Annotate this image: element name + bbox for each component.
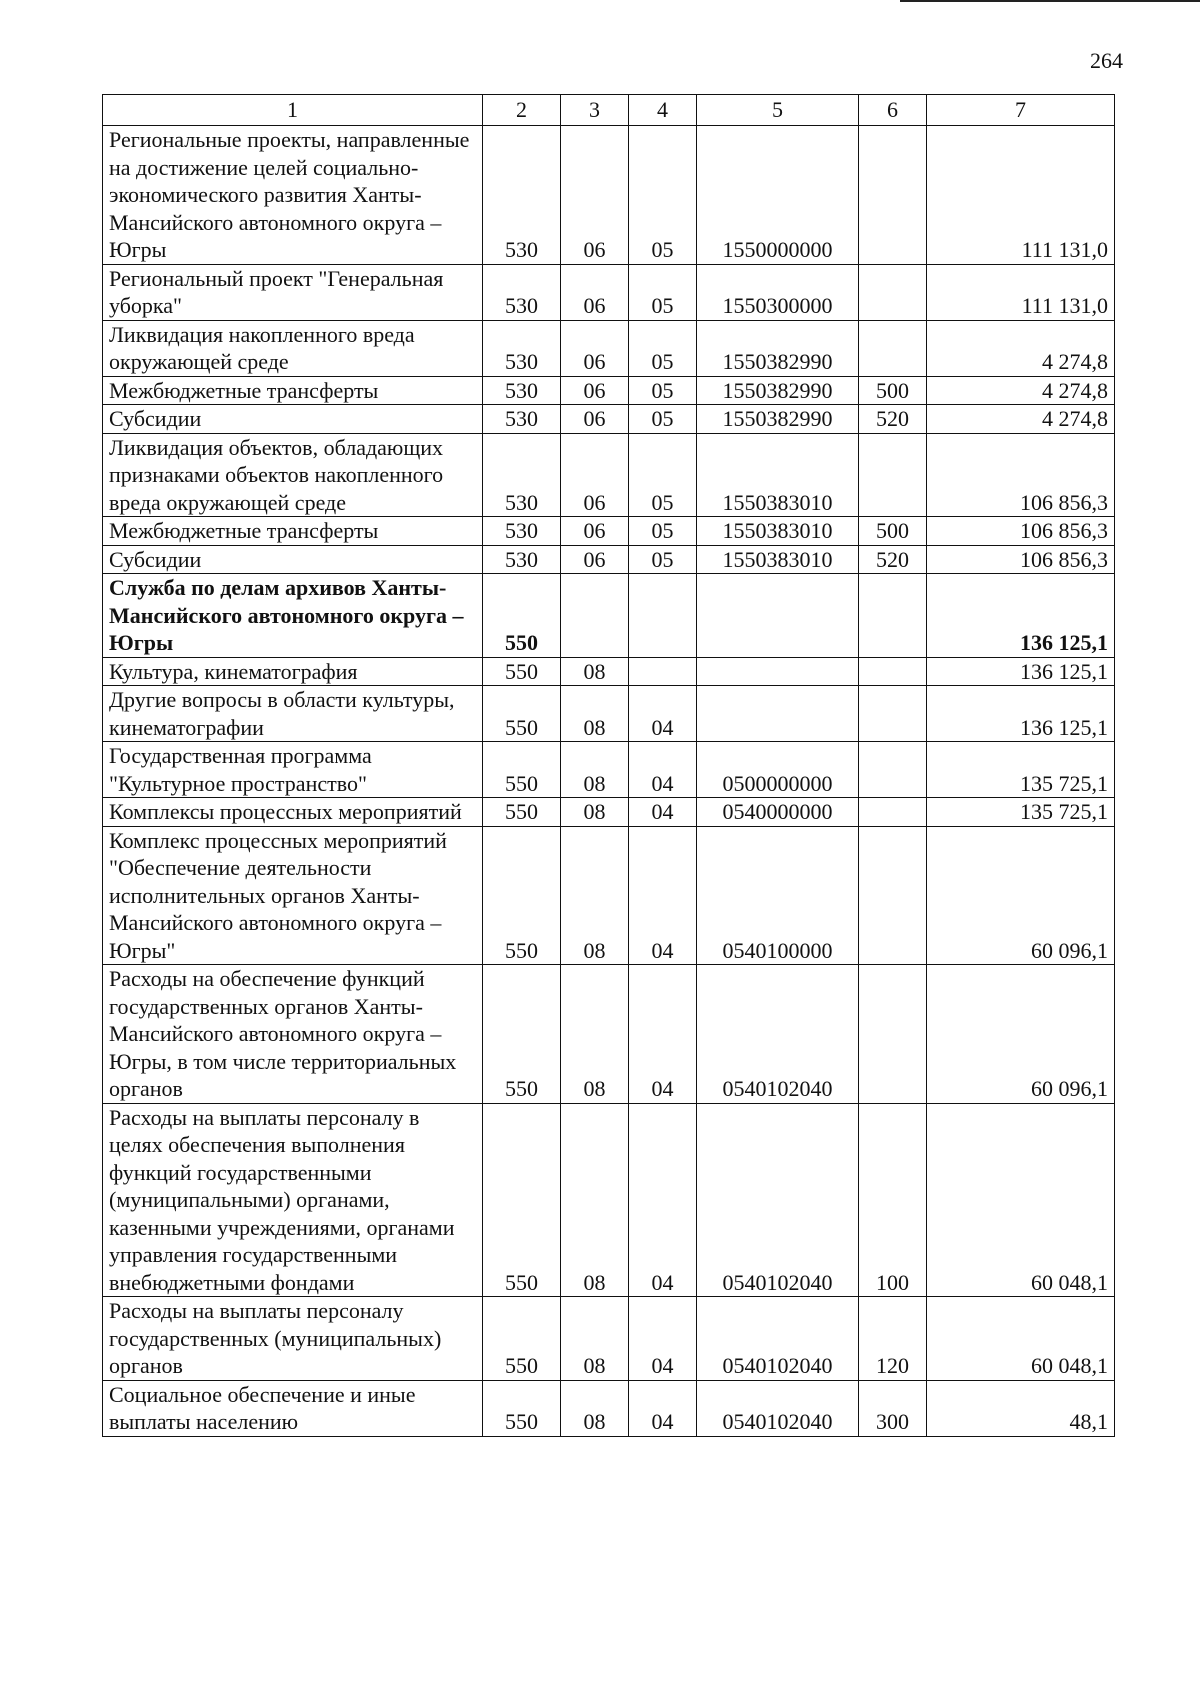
row-code-cell: 530 — [483, 433, 561, 517]
row-code-cell: 500 — [859, 376, 927, 405]
table-row — [103, 574, 1115, 658]
table-row — [103, 798, 1115, 827]
row-code-cell — [859, 574, 927, 658]
row-code-cell: 530 — [483, 405, 561, 434]
row-code-cell: 550 — [483, 686, 561, 742]
row-name-cell: Комплекс процессных мероприятий "Обеспечение деятельности исполнительных органов Ханты-Мансийского автономного округа – Югры" — [103, 826, 483, 965]
row-code-cell: 06 — [561, 433, 629, 517]
header-cell: 7 — [927, 95, 1115, 126]
header-cell: 4 — [629, 95, 697, 126]
row-code-cell: 06 — [561, 320, 629, 376]
row-code-cell — [859, 320, 927, 376]
row-code-cell — [859, 826, 927, 965]
row-code-cell: 0540102040 — [697, 1103, 859, 1297]
row-code-cell: 0500000000 — [697, 742, 859, 798]
row-code-cell: 08 — [561, 742, 629, 798]
row-code-cell: 530 — [483, 517, 561, 546]
row-code-cell: 04 — [629, 742, 697, 798]
table-row — [103, 657, 1115, 686]
row-code-cell: 1550383010 — [697, 517, 859, 546]
row-code-cell: 530 — [483, 126, 561, 265]
row-code-cell: 08 — [561, 686, 629, 742]
row-code-cell — [561, 574, 629, 658]
row-code-cell — [697, 574, 859, 658]
row-sum-cell: 60 048,1 — [927, 1297, 1115, 1381]
row-code-cell — [859, 742, 927, 798]
row-code-cell: 08 — [561, 798, 629, 827]
row-name-cell: Региональный проект "Генеральная уборка" — [103, 264, 483, 320]
row-code-cell — [859, 264, 927, 320]
row-name-cell: Ликвидация объектов, обладающих признаками объектов накопленного вреда окружающей среде — [103, 433, 483, 517]
row-code-cell: 1550382990 — [697, 320, 859, 376]
top-rule — [900, 0, 1200, 2]
header-cell: 2 — [483, 95, 561, 126]
row-sum-cell: 4 274,8 — [927, 405, 1115, 434]
row-sum-cell: 136 125,1 — [927, 574, 1115, 658]
row-sum-cell: 60 048,1 — [927, 1103, 1115, 1297]
row-sum-cell: 111 131,0 — [927, 264, 1115, 320]
row-code-cell: 05 — [629, 376, 697, 405]
row-code-cell: 530 — [483, 376, 561, 405]
row-code-cell — [629, 574, 697, 658]
row-code-cell — [859, 965, 927, 1104]
row-code-cell: 04 — [629, 1103, 697, 1297]
row-code-cell: 1550382990 — [697, 376, 859, 405]
table-row — [103, 126, 1115, 265]
row-sum-cell: 106 856,3 — [927, 517, 1115, 546]
row-code-cell — [859, 686, 927, 742]
row-code-cell: 520 — [859, 405, 927, 434]
header-row — [103, 95, 1115, 126]
row-code-cell: 08 — [561, 1297, 629, 1381]
row-code-cell: 05 — [629, 517, 697, 546]
row-name-cell: Межбюджетные трансферты — [103, 517, 483, 546]
row-code-cell: 05 — [629, 405, 697, 434]
table-row — [103, 826, 1115, 965]
row-code-cell: 1550383010 — [697, 545, 859, 574]
table-row — [103, 686, 1115, 742]
header-cell: 5 — [697, 95, 859, 126]
row-code-cell: 120 — [859, 1297, 927, 1381]
row-name-cell: Расходы на выплаты персоналу государственных (муниципальных) органов — [103, 1297, 483, 1381]
row-code-cell: 530 — [483, 264, 561, 320]
row-sum-cell: 60 096,1 — [927, 965, 1115, 1104]
row-code-cell: 08 — [561, 965, 629, 1104]
header-cell: 3 — [561, 95, 629, 126]
row-sum-cell: 136 125,1 — [927, 686, 1115, 742]
row-name-cell: Региональные проекты, направленные на достижение целей социально-экономического развития Ханты-Мансийского автономного округа – Югры — [103, 126, 483, 265]
row-sum-cell: 135 725,1 — [927, 798, 1115, 827]
row-code-cell: 0540000000 — [697, 798, 859, 827]
row-sum-cell: 135 725,1 — [927, 742, 1115, 798]
row-code-cell: 06 — [561, 545, 629, 574]
table-row — [103, 965, 1115, 1104]
row-sum-cell: 48,1 — [927, 1380, 1115, 1436]
row-name-cell: Другие вопросы в области культуры, кинематографии — [103, 686, 483, 742]
row-code-cell: 04 — [629, 1380, 697, 1436]
table-row — [103, 405, 1115, 434]
row-code-cell — [697, 686, 859, 742]
table-row — [103, 376, 1115, 405]
header-cell: 1 — [103, 95, 483, 126]
row-code-cell: 04 — [629, 1297, 697, 1381]
row-code-cell: 06 — [561, 517, 629, 546]
row-name-cell: Культура, кинематография — [103, 657, 483, 686]
table-row — [103, 1380, 1115, 1436]
table-row — [103, 433, 1115, 517]
row-sum-cell: 60 096,1 — [927, 826, 1115, 965]
row-sum-cell: 136 125,1 — [927, 657, 1115, 686]
row-code-cell: 05 — [629, 433, 697, 517]
row-name-cell: Ликвидация накопленного вреда окружающей среде — [103, 320, 483, 376]
row-code-cell: 06 — [561, 376, 629, 405]
row-code-cell: 550 — [483, 798, 561, 827]
row-code-cell: 530 — [483, 320, 561, 376]
row-code-cell: 08 — [561, 657, 629, 686]
row-code-cell: 05 — [629, 545, 697, 574]
row-code-cell: 1550300000 — [697, 264, 859, 320]
row-code-cell: 550 — [483, 965, 561, 1104]
row-name-cell: Социальное обеспечение и иные выплаты населению — [103, 1380, 483, 1436]
row-code-cell — [697, 657, 859, 686]
row-code-cell: 04 — [629, 965, 697, 1104]
row-name-cell: Комплексы процессных мероприятий — [103, 798, 483, 827]
row-code-cell: 550 — [483, 1297, 561, 1381]
table-row — [103, 264, 1115, 320]
row-name-cell: Служба по делам архивов Ханты-Мансийского автономного округа – Югры — [103, 574, 483, 658]
row-code-cell — [859, 798, 927, 827]
row-code-cell: 06 — [561, 264, 629, 320]
row-code-cell: 530 — [483, 545, 561, 574]
row-sum-cell: 111 131,0 — [927, 126, 1115, 265]
row-sum-cell: 4 274,8 — [927, 376, 1115, 405]
table-row — [103, 320, 1115, 376]
row-code-cell: 0540102040 — [697, 1380, 859, 1436]
row-code-cell: 550 — [483, 1103, 561, 1297]
row-name-cell: Межбюджетные трансферты — [103, 376, 483, 405]
row-code-cell: 550 — [483, 826, 561, 965]
row-code-cell — [859, 126, 927, 265]
row-code-cell — [629, 657, 697, 686]
row-code-cell: 550 — [483, 742, 561, 798]
table-row — [103, 517, 1115, 546]
row-code-cell: 0540102040 — [697, 1297, 859, 1381]
row-code-cell: 04 — [629, 798, 697, 827]
row-code-cell: 06 — [561, 126, 629, 265]
table-row — [103, 1297, 1115, 1381]
page-number: 264 — [1090, 48, 1123, 73]
row-code-cell: 05 — [629, 126, 697, 265]
row-code-cell: 300 — [859, 1380, 927, 1436]
row-code-cell: 08 — [561, 1380, 629, 1436]
row-code-cell: 1550383010 — [697, 433, 859, 517]
row-code-cell: 08 — [561, 826, 629, 965]
row-sum-cell: 4 274,8 — [927, 320, 1115, 376]
header-cell: 6 — [859, 95, 927, 126]
row-code-cell: 0540102040 — [697, 965, 859, 1104]
row-code-cell: 100 — [859, 1103, 927, 1297]
row-name-cell: Расходы на выплаты персоналу в целях обеспечения выполнения функций государственными (муниципальными) органами, казенными учреждениями, органами управления государственными внебюджетными фондами — [103, 1103, 483, 1297]
budget-table — [102, 94, 1115, 1437]
row-code-cell: 550 — [483, 574, 561, 658]
row-name-cell: Субсидии — [103, 545, 483, 574]
row-sum-cell: 106 856,3 — [927, 545, 1115, 574]
row-name-cell: Государственная программа "Культурное пространство" — [103, 742, 483, 798]
row-code-cell — [859, 433, 927, 517]
row-sum-cell: 106 856,3 — [927, 433, 1115, 517]
row-code-cell: 550 — [483, 1380, 561, 1436]
row-code-cell: 1550382990 — [697, 405, 859, 434]
row-code-cell: 500 — [859, 517, 927, 546]
row-code-cell: 04 — [629, 686, 697, 742]
row-code-cell: 0540100000 — [697, 826, 859, 965]
row-code-cell: 06 — [561, 405, 629, 434]
row-name-cell: Субсидии — [103, 405, 483, 434]
row-code-cell: 08 — [561, 1103, 629, 1297]
row-code-cell: 1550000000 — [697, 126, 859, 265]
row-code-cell: 520 — [859, 545, 927, 574]
row-code-cell: 05 — [629, 320, 697, 376]
row-code-cell: 05 — [629, 264, 697, 320]
row-name-cell: Расходы на обеспечение функций государственных органов Ханты-Мансийского автономного округа – Югры, в том числе территориальных органов — [103, 965, 483, 1104]
table-row — [103, 1103, 1115, 1297]
row-code-cell: 04 — [629, 826, 697, 965]
row-code-cell: 550 — [483, 657, 561, 686]
table-row — [103, 742, 1115, 798]
row-code-cell — [859, 657, 927, 686]
table-body — [103, 126, 1115, 1437]
table-row — [103, 545, 1115, 574]
